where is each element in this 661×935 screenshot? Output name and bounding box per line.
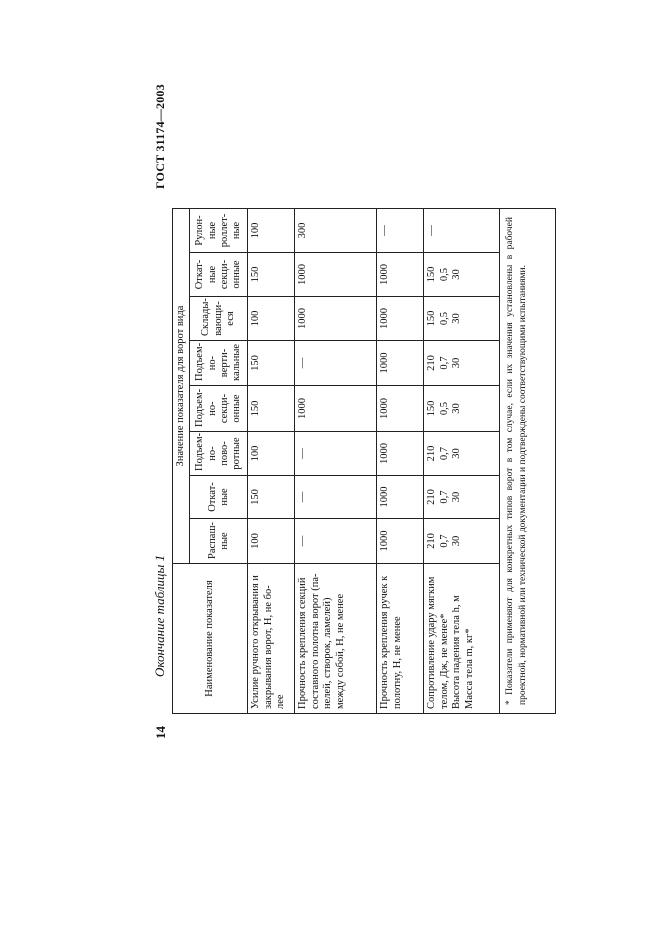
table-row [295, 209, 377, 714]
table-row [248, 209, 295, 714]
value-cell: — [295, 519, 377, 564]
value-cell: 150 0,5 30 [424, 297, 500, 341]
page-number: 14 [153, 726, 168, 739]
indicator-name-cell: Прочность крепления ручек к полотну, Н, не менее [377, 564, 424, 714]
value-cell: — [295, 476, 377, 519]
value-cell: 150 0,5 30 [424, 386, 500, 432]
col-header-indicator-name: Наименование показателя [173, 564, 248, 714]
table-row [424, 209, 500, 714]
value-cell: 210 0,7 30 [424, 432, 500, 476]
value-cell: 300 [295, 209, 377, 253]
footnote: * Показатели применяют для конкретных типов ворот в том случае, если их значения установлены в рабочей проектной, нормативной или технической документации и подтверждены соответствующими испытаниями. [500, 209, 556, 714]
indicator-name-cell: Сопротивление удару мягким телом, Дж, не менее* Высота падения тела h, м Масса тела m, кг* [424, 564, 500, 714]
value-cell: 150 [248, 253, 295, 297]
value-cell: — [377, 209, 424, 253]
value-cell: — [295, 432, 377, 476]
value-cell: 1000 [295, 386, 377, 432]
value-cell: 1000 [295, 297, 377, 341]
value-cell: 1000 [377, 253, 424, 297]
value-cell: 1000 [377, 386, 424, 432]
value-cell: 150 [248, 386, 295, 432]
indicator-name-cell: Усилие ручного открывания и закрывания ворот, Н, не бо- лее [248, 564, 295, 714]
value-cell: 150 [248, 341, 295, 386]
value-cell: 1000 [377, 297, 424, 341]
value-cell: 210 0,7 30 [424, 519, 500, 564]
value-cell: 150 0,5 30 [424, 253, 500, 297]
col-header-gate-type: Подъем- но- секци- онные [190, 386, 248, 432]
value-cell: 1000 [377, 341, 424, 386]
value-cell: 100 [248, 519, 295, 564]
col-header-gate-type: Подъем- но-пово- ротные [190, 432, 248, 476]
value-cell: 150 [248, 476, 295, 519]
value-cell: 100 [248, 432, 295, 476]
value-cell: — [424, 209, 500, 253]
table-row [377, 209, 424, 714]
value-cell: 210 0,7 30 [424, 476, 500, 519]
value-cell: — [295, 341, 377, 386]
col-header-gate-type: Откат- ные [190, 476, 248, 519]
value-cell: 100 [248, 297, 295, 341]
value-cell: 1000 [295, 253, 377, 297]
value-cell: 100 [248, 209, 295, 253]
footnote-row [500, 209, 556, 714]
col-header-gate-type: Распаш- ные [190, 519, 248, 564]
value-cell: 1000 [377, 432, 424, 476]
col-header-gate-type: Рулон- ные роллет- ные [190, 209, 248, 253]
value-cell: 1000 [377, 519, 424, 564]
col-header-gate-type: Подъем- но- верти- кальные [190, 341, 248, 386]
value-cell: 210 0,7 30 [424, 341, 500, 386]
indicator-name-cell: Прочность крепления секций составного полотна ворот (па- нелей, створок, ламелей) между собой, Н, не менее [295, 564, 377, 714]
group-header-values: Значение показателя для ворот вида [173, 209, 190, 564]
indicator-table [172, 208, 556, 714]
value-cell: 1000 [377, 476, 424, 519]
col-header-gate-type: Склады- вающи- еся [190, 297, 248, 341]
table-continuation-caption: Окончание таблицы 1 [152, 554, 167, 677]
standard-code: ГОСТ 31174—2003 [153, 84, 167, 189]
col-header-gate-type: Откат- ные секци- онные [190, 253, 248, 297]
